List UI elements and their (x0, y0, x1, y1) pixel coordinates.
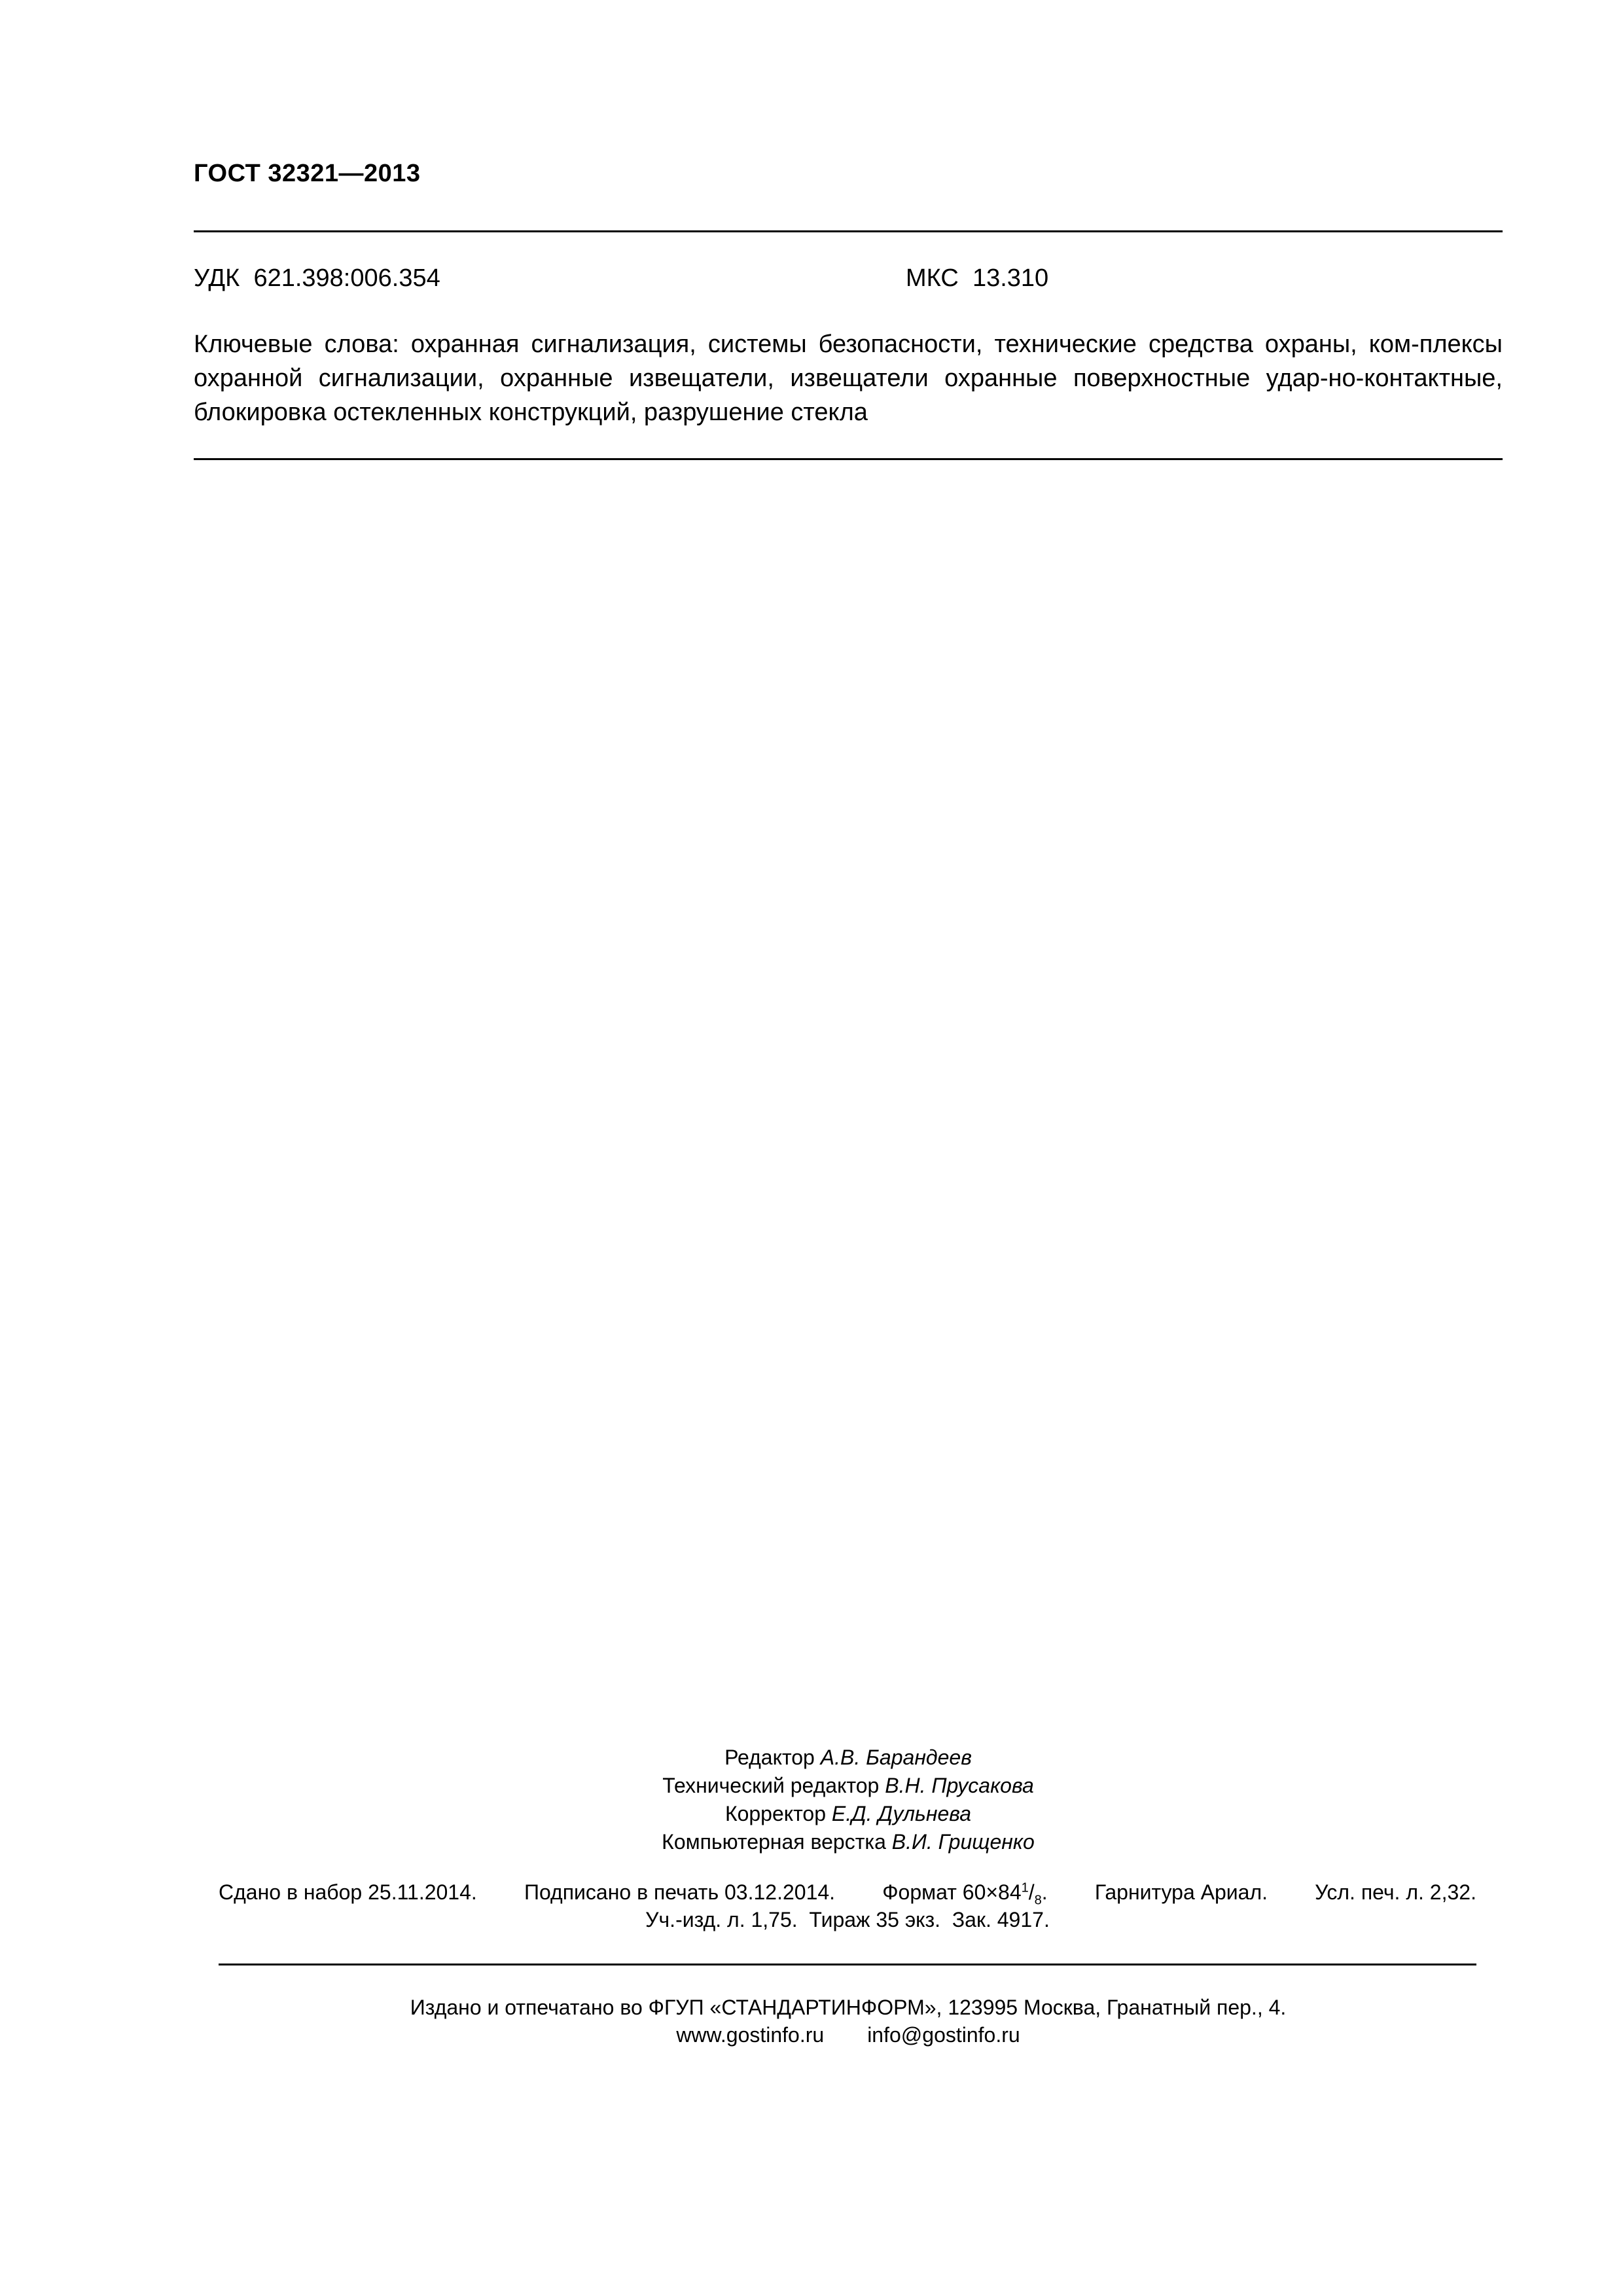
website-link[interactable]: www.gostinfo.ru (676, 2023, 825, 2047)
paper-format: Формат $60\times 84^1/_8$. (882, 1880, 1048, 1908)
mks-value: 13.310 (972, 264, 1049, 292)
credit-role: Корректор (724, 1802, 827, 1825)
print-details-line-1 (219, 1878, 1476, 1906)
credit-person: В.И. Грищенко (891, 1830, 1035, 1854)
publisher-line: Издано и отпечатано во ФГУП «СТАНДАРТИНФОРМ», 123995 Москва, Гранатный пер., 4. (410, 1996, 1287, 2019)
credit-corrector (194, 1800, 1503, 1828)
credit-person: А.В. Барандеев (820, 1746, 972, 1769)
order-number: Зак. 4917. (952, 1908, 1050, 1931)
circulation: Тираж 35 экз. (809, 1908, 941, 1931)
credit-person: Е.Д. Дульнева (831, 1802, 972, 1825)
credit-person: В.Н. Прусакова (885, 1774, 1034, 1797)
credit-role: Технический редактор (662, 1774, 880, 1797)
bottom-divider (219, 1964, 1476, 1965)
credit-role: Компьютерная верстка (662, 1830, 886, 1854)
print-details-line-2 (219, 1906, 1476, 1933)
submitted-date: Сдано в набор 25.11.2014. (219, 1880, 477, 1904)
keywords-text: охранная сигнализация, системы безопасности, технические средства охраны, ком-плексы охранной сигнализации, охранные извещатели, извещатели охранные поверхностные удар-но-контактные, блокировка остекленных конструкций, разрушение стекла (194, 331, 1503, 426)
print-details (219, 1878, 1476, 1933)
credit-tech-editor (194, 1772, 1503, 1800)
mks-label: МКС (906, 264, 959, 292)
udk-code (194, 264, 440, 293)
credit-role: Редактор (724, 1746, 815, 1769)
keywords-paragraph (194, 327, 1503, 429)
publishing-sheets: Уч.-изд. л. 1,75. (645, 1908, 798, 1931)
top-divider (194, 230, 1503, 232)
mks-code (906, 264, 1048, 293)
publisher-info (194, 1994, 1503, 2049)
udk-label: УДК (194, 264, 240, 292)
keywords-label: Ключевые слова: (194, 331, 399, 358)
email-link[interactable]: info@gostinfo.ru (867, 2023, 1020, 2047)
keywords-divider (194, 458, 1503, 460)
editorial-credits (194, 1744, 1503, 1856)
publisher-contacts (194, 2021, 1503, 2049)
credit-editor (194, 1744, 1503, 1772)
signed-date: Подписано в печать 03.12.2014. (524, 1880, 836, 1904)
credit-layout (194, 1828, 1503, 1856)
print-sheets: Усл. печ. л. 2,32. (1315, 1880, 1476, 1904)
udk-value: 621.398:006.354 (253, 264, 440, 292)
typeface: Гарнитура Ариал. (1094, 1880, 1268, 1904)
page-header-standard-id: ГОСТ 32321—2013 (194, 160, 421, 187)
